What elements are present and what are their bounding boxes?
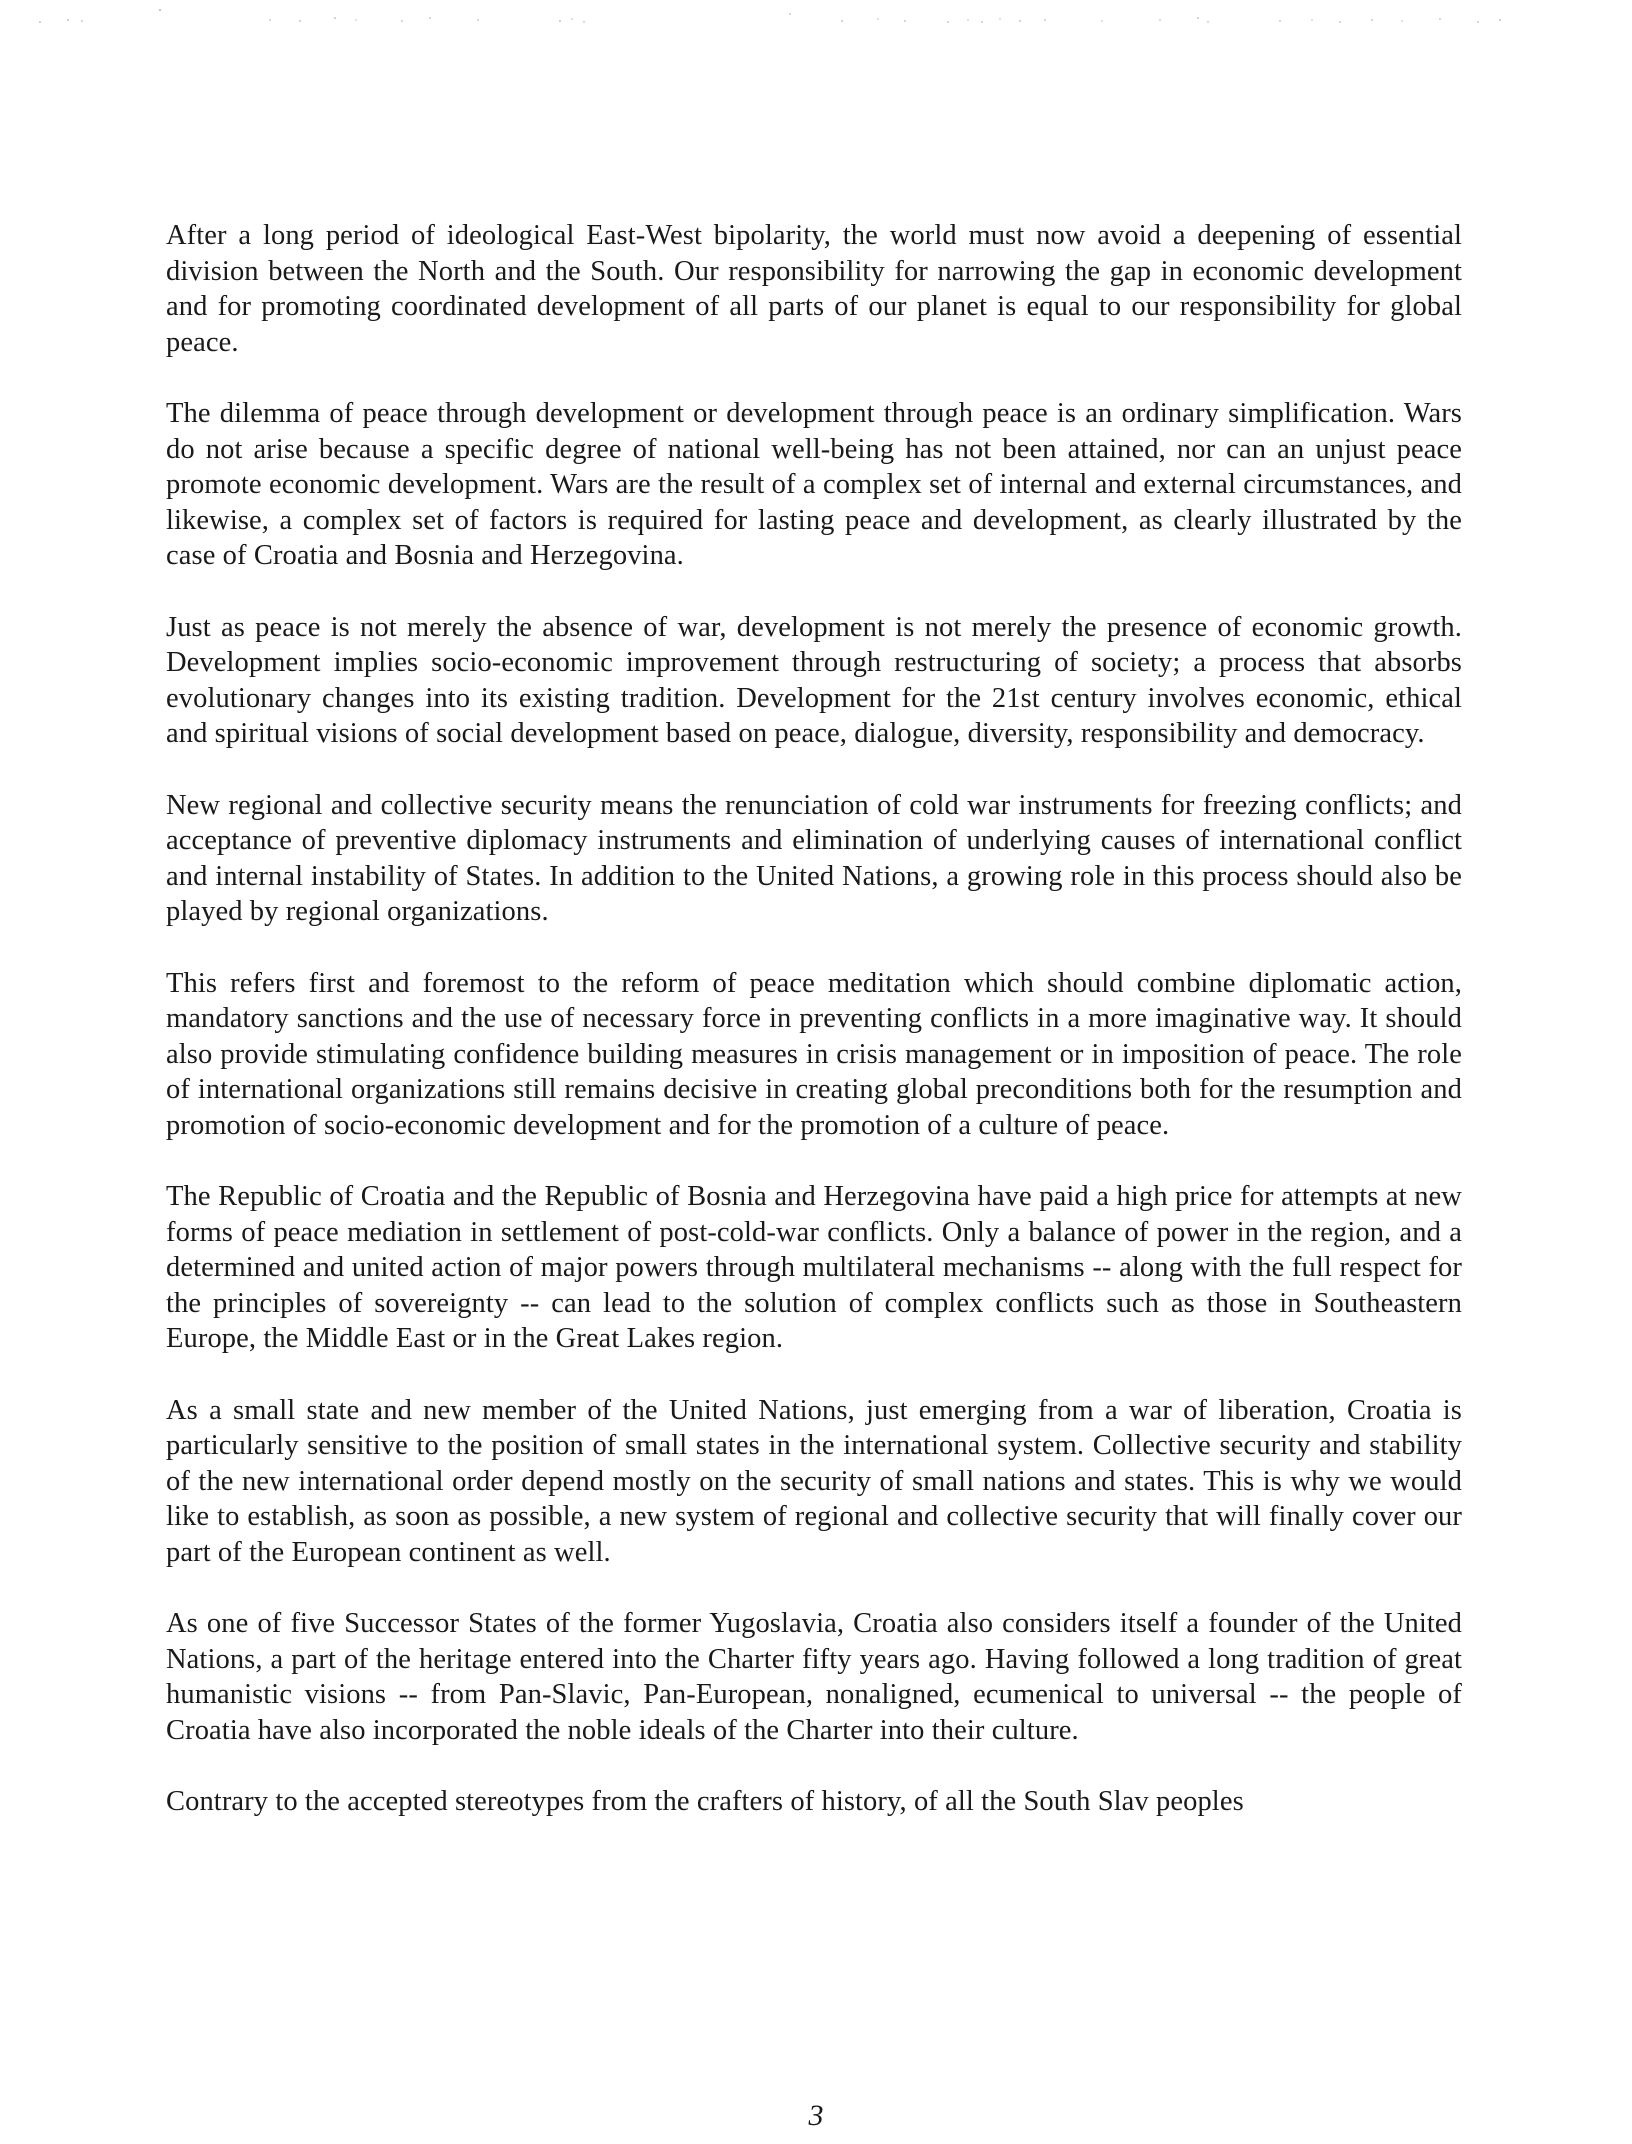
- scan-noise-strip: [0, 0, 1632, 40]
- paragraph: This refers first and foremost to the reform of peace meditation which should combine diplomatic action, mandatory sanctions and the use of necessary force in preventing conflicts in a more imaginative way. It should also provide stimulating confidence building measures in crisis management or in imposition of peace. The role of international organizations still remains decisive in creating global preconditions both for the resumption and promotion of socio-economic development and for the promotion of a culture of peace.: [166, 967, 1462, 1141]
- paragraph: As one of five Successor States of the former Yugoslavia, Croatia also considers itself a founder of the United Nations, a part of the heritage entered into the Charter fifty years ago. Having followed a long tradition of great humanistic visions -- from Pan-Slavic, Pan-European, nonaligned, ecumenical to universal -- the people of Croatia have also incorporated the noble ideals of the Charter into their culture.: [166, 1608, 1462, 1746]
- page-number: 3: [808, 2099, 824, 2132]
- body-text: [166, 218, 1462, 1856]
- paragraph: Just as peace is not merely the absence of war, development is not merely the presence of economic growth. Development implies socio-economic improvement through restructuring of society; a process that absorbs evolutionary changes into its existing tradition. Development for the 21st century involves economic, ethical and spiritual visions of social development based on peace, dialogue, diversity, responsibility and democracy.: [166, 611, 1462, 749]
- paragraph: After a long period of ideological East-West bipolarity, the world must now avoid a deepening of essential division between the North and the South. Our responsibility for narrowing the gap in economic development and for promoting coordinated development of all parts of our planet is equal to our responsibility for global peace.: [166, 220, 1462, 358]
- paragraph: As a small state and new member of the United Nations, just emerging from a war of liberation, Croatia is particularly sensitive to the position of small states in the international system. Collective security and stability of the new international order depend mostly on the security of small nations and states. This is why we would like to establish, as soon as possible, a new system of regional and collective security that will finally cover our part of the European continent as well.: [166, 1394, 1462, 1568]
- paragraph: New regional and collective security means the renunciation of cold war instruments for freezing conflicts; and acceptance of preventive diplomacy instruments and elimination of underlying causes of international conflict and internal instability of States. In addition to the United Nations, a growing role in this process should also be played by regional organizations.: [166, 789, 1462, 927]
- paragraph: The Republic of Croatia and the Republic of Bosnia and Herzegovina have paid a high price for attempts at new forms of peace mediation in settlement of post-cold-war conflicts. Only a balance of power in the region, and a determined and united action of major powers through multilateral mechanisms -- along with the full respect for the principles of sovereignty -- can lead to the solution of complex conflicts such as those in Southeastern Europe, the Middle East or in the Great Lakes region.: [166, 1181, 1462, 1354]
- paragraph: The dilemma of peace through development or development through peace is an ordinary simplification. Wars do not arise because a specific degree of national well-being has not been attained, nor can an unjust peace promote economic development. Wars are the result of a complex set of internal and external circumstances, and likewise, a complex set of factors is required for lasting peace and development, as clearly illustrated by the case of Croatia and Bosnia and Herzegovina.: [166, 398, 1462, 571]
- paragraph: Contrary to the accepted stereotypes from the crafters of history, of all the South Slav peoples: [166, 1786, 1244, 1817]
